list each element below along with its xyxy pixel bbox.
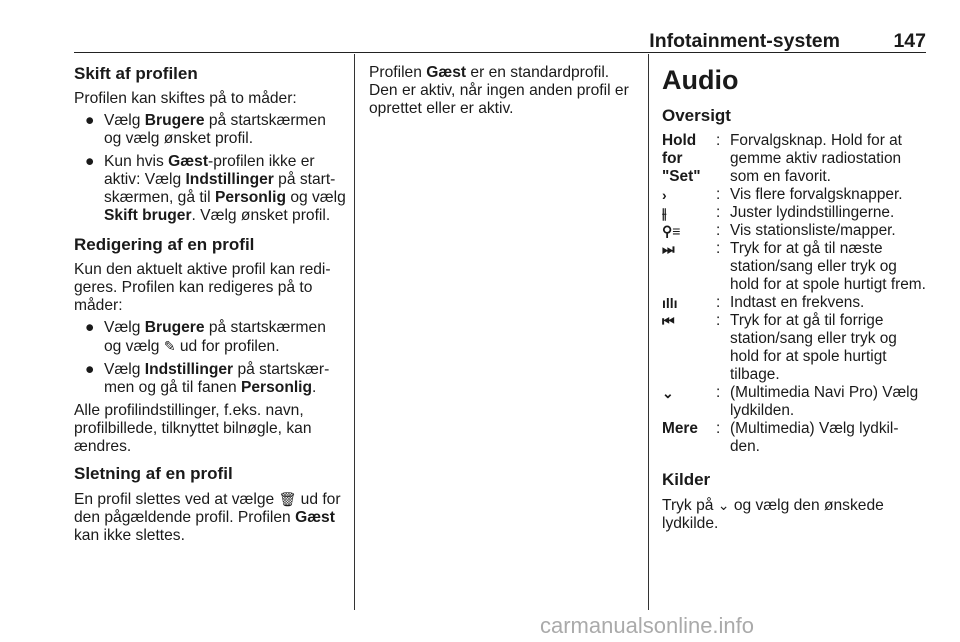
control-desc: Forvalgsknap. Hold for at gemme aktiv radiostation som en favorit. <box>730 132 902 185</box>
column-1 <box>74 64 346 545</box>
separator: : <box>716 222 721 239</box>
heading-delete-profile: Sletning af en profil <box>74 464 233 483</box>
heading-sources: Kilder <box>662 470 711 489</box>
list-item: ● Vælg Indstillinger på startskær-men og gå til fanen Personlig. <box>85 361 330 396</box>
separator: : <box>716 186 721 203</box>
skip-back-icon: ⏮ <box>662 313 675 329</box>
control-key: Mere <box>662 420 698 437</box>
search-list-icon: ⚲≡ <box>662 223 681 239</box>
edit-all-text: Alle profilindstillinger, f.eks. navn, profilbillede, tilknyttet bilnøgle, kan ændres. <box>74 402 312 455</box>
chevron-down-icon: ⌄ <box>717 497 730 513</box>
separator: : <box>716 240 721 257</box>
heading-overview: Oversigt <box>662 106 731 125</box>
control-key: Hold for "Set" <box>662 132 701 185</box>
header-rule <box>74 52 926 53</box>
bullet-icon: ● <box>85 153 95 170</box>
page-header <box>74 30 926 51</box>
column-divider-2 <box>648 54 649 610</box>
control-desc: Juster lydindstillingerne. <box>730 204 895 221</box>
control-desc: Vis flere forvalgsknapper. <box>730 186 903 203</box>
control-desc: Tryk for at gå til næste station/sang eller tryk og hold for at spole hurtigt frem. <box>730 240 926 293</box>
column-2 <box>369 64 635 118</box>
delete-text: En profil slettes ved at vælge 🗑 ud for den pågældende profil. Profilen Gæst kan ikke slettes. <box>74 491 341 544</box>
chevron-down-icon: ⌄ <box>662 385 674 401</box>
separator: : <box>716 132 721 149</box>
separator: : <box>716 384 721 401</box>
column-3 <box>662 64 928 533</box>
bullet-icon: ● <box>85 361 95 378</box>
frequency-icon: ıllı <box>662 295 678 311</box>
edit-list <box>74 319 346 397</box>
separator: : <box>716 294 721 311</box>
separator: : <box>716 420 721 437</box>
section-title-audio: Audio <box>662 65 739 95</box>
equalizer-icon: ⫲ <box>662 205 667 221</box>
header-title: Infotainment-system <box>649 30 840 52</box>
edit-intro: Kun den aktuelt aktive profil kan redi-geres. Profilen kan redigeres på to måder: <box>74 261 331 314</box>
control-desc: (Multimedia Navi Pro) Vælg lydkilden. <box>730 384 919 419</box>
edit-pencil-icon: ✎ <box>163 338 176 354</box>
page-number: 147 <box>893 30 926 52</box>
list-item: ● Vælg Brugere på startskærmen og vælg ✎ ud for profilen. <box>85 319 326 355</box>
column-divider-1 <box>354 54 355 610</box>
separator: : <box>716 312 721 329</box>
bullet-icon: ● <box>85 112 95 129</box>
switch-list <box>74 112 346 225</box>
chevron-right-icon: › <box>662 187 667 203</box>
heading-switch-profile: Skift af profilen <box>74 64 198 83</box>
list-item: ● Vælg Brugere på startskærmen og vælg ønsket profil. <box>85 112 326 147</box>
skip-forward-icon: ⏭ <box>662 241 675 257</box>
separator: : <box>716 204 721 221</box>
sources-text: Tryk på ⌄ og vælg den ønskede lydkilde. <box>662 497 884 532</box>
bullet-icon: ● <box>85 319 95 336</box>
heading-edit-profile: Redigering af en profil <box>74 235 255 254</box>
control-desc: (Multimedia) Vælg lydkil-den. <box>730 420 899 455</box>
control-desc: Indtast en frekvens. <box>730 294 865 311</box>
control-desc: Tryk for at gå til forrige station/sang eller tryk og hold for at spole hurtigt tilbage. <box>730 312 897 383</box>
list-item: ● Kun hvis Gæst-profilen ikke er aktiv: Vælg Indstillinger på start-skærmen, gå til Personlig og vælg Skift bruger. Vælg ønsket profil. <box>85 153 346 224</box>
watermark: carmanualsonline.info <box>540 613 755 638</box>
guest-profile-text: Profilen Gæst er en standardprofil. Den er aktiv, når ingen anden profil er oprettet eller er aktiv. <box>369 64 629 117</box>
controls-table <box>662 132 928 456</box>
control-desc: Vis stationsliste/mapper. <box>730 222 896 239</box>
switch-intro: Profilen kan skiftes på to måder: <box>74 90 297 107</box>
trash-icon: 🗑 <box>278 491 297 507</box>
